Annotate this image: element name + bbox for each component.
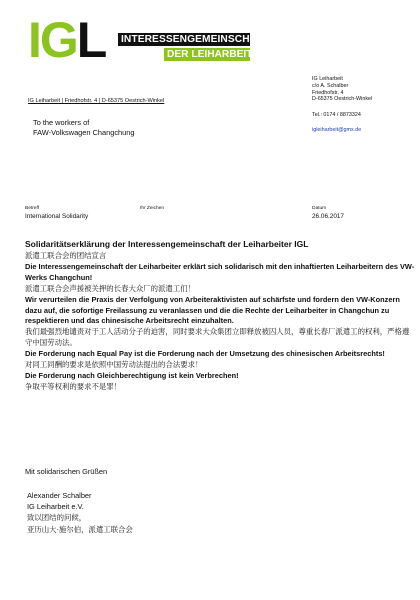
sender-line: Friedhofstr. 4 [312, 89, 344, 96]
datum-label: Datum [312, 206, 327, 211]
recipient-line: To the workers of [33, 118, 90, 127]
letter-body [25, 239, 415, 393]
igl-logo [28, 12, 270, 68]
signature-block [27, 490, 133, 535]
sender-email-link[interactable]: igleiharbeit@gmx.de [312, 127, 362, 133]
sender-phone: Tel.: 0174 / 8873324 [312, 112, 361, 118]
sender-line: c/o A. Schalber [312, 82, 349, 89]
betreff-label: Betreff [25, 206, 40, 211]
sender-line: IG Leiharbeit [312, 76, 343, 82]
signature-greeting-cn: 致以团结的问候， [27, 513, 87, 523]
body-paragraph-cn: 对同工同酬的要求是依照中国劳动法提出的合法要求！ [25, 360, 203, 370]
logo-line-interessengemeinschaft: INTERESSENGEMEINSCHAFT [118, 33, 250, 46]
signature-name: Alexander Schalber [27, 491, 92, 500]
body-paragraph-de: Wir verurteilen die Praxis der Verfolgung von Arbeiteraktivisten auf schärfste und fordern den VW-Konzern dazu auf, die sofortige Freilassung zu veranlassen und die die Rechte der Leiharbeiter in Changchun zu respektieren und das chinesische Arbeitsrecht einzuhalten. [25, 294, 400, 326]
closing-greeting: Mit solidarischen Grüßen [25, 467, 108, 476]
return-address-line: IG Leiharbeit | Friedhofstr. 4 | D-65375 Oestrich-Winkel [28, 98, 165, 104]
letter-heading: Solidaritätserklärung der Interessengemeinschaft der Leiharbeiter IGL [25, 239, 309, 249]
body-paragraph-cn: 我们最强烈地谴责对于工人活动分子的迫害，同时要求大众集团立即释放被囚人员，尊重长春厂派遣工的权利，严格遵守中国劳动法。 [25, 327, 410, 348]
signature-name-cn: 亚历山大·施尔伯，派遣工联合会 [27, 524, 133, 534]
body-paragraph-cn: 派遣工联合会的团结宣言 [25, 251, 107, 260]
logo-letters [28, 12, 106, 68]
body-paragraph-de: Die Interessengemeinschaft der Leiharbeiter erklärt sich solidarisch mit den inhaftierten Leiharbeitern des VW-Werks Changchun! [25, 261, 415, 282]
recipient-line: FAW-Volkswagen Changchung [33, 128, 135, 137]
body-paragraph-cn: 争取平等权利的要求不是罪！ [25, 381, 122, 391]
ihr-zeichen-label: Ihr Zeichen [140, 206, 164, 211]
recipient-address [33, 118, 134, 138]
body-paragraph-cn: 派遣工联合会声援被关押的长春大众厂的派遣工们！ [25, 283, 195, 293]
sender-address [312, 76, 372, 103]
betreff-value: International Solidarity [25, 213, 89, 220]
sender-line: D-65375 Oestrich-Winkel [312, 96, 373, 103]
datum-value: 26.06.2017 [312, 213, 344, 220]
logo-line-der-leiharbeiter: DER LEIHARBEITER [164, 48, 250, 61]
logo-letter-l: L [76, 12, 106, 68]
signature-org: IG Leiharbeit e.V. [27, 502, 84, 512]
logo-letters-ig: IG [28, 12, 77, 68]
body-paragraph-de: Die Forderung nach Equal Pay ist die Forderung nach der Umsetzung des chinesischen Arbeitsrechts! [25, 349, 385, 359]
body-paragraph-de: Die Forderung nach Gleichberechtigung ist kein Verbrechen! [25, 370, 239, 380]
